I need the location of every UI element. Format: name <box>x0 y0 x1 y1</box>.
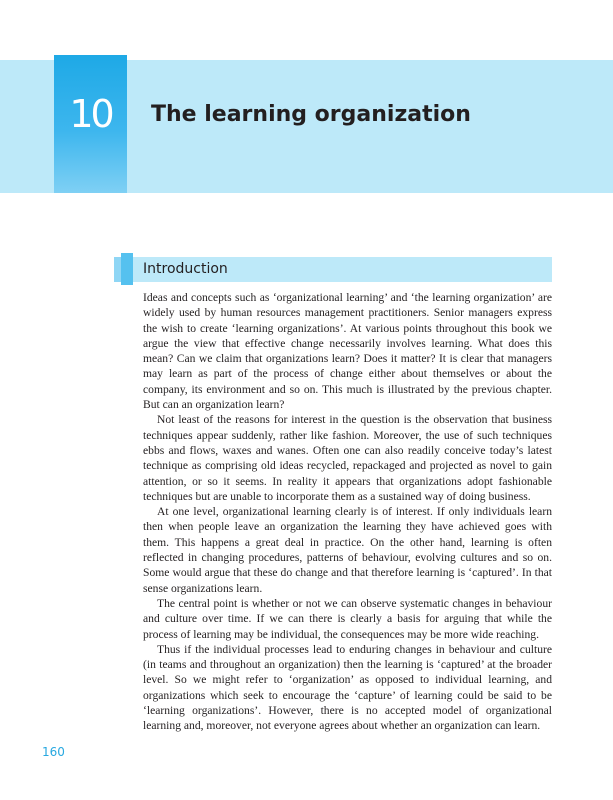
section-marker <box>121 253 133 285</box>
chapter-number: 10 <box>69 92 112 136</box>
body-text <box>143 290 552 734</box>
section-heading: Introduction <box>143 261 228 277</box>
paragraph-3: At one level, organizational learning clearly is of interest. If only individuals learn then when people leave an organization the learning they have achieved goes with them. This happens a great deal in practice. On the other hand, learning is often reflected in changing procedures, patterns of behaviour, evolving cultures and so on. Some would argue that these do change and that therefore learning is ‘captured’. In that sense organizations learn. <box>143 505 552 595</box>
page-number: 160 <box>42 745 65 759</box>
paragraph-5: Thus if the individual processes lead to enduring changes in behaviour and culture (in teams and throughout an organization) then the learning is ‘captured’ at the broader level. So we might refer to ‘organization’ as opposed to individual learning, and organizations which seek to encourage the ‘capture’ of learning could be said to be ‘learning organizations’. However, there is no accepted model of organizational learning and, moreover, not everyone agrees about whether an organization can learn. <box>143 642 552 733</box>
chapter-title: The learning organization <box>151 102 471 127</box>
section-marker-left <box>114 257 121 282</box>
paragraph-4: The central point is whether or not we can observe systematic changes in behaviour and culture over time. If we can there is clearly a basis for arguing that while the process of learning may be individual, the consequences may be more wide reaching. <box>143 596 552 641</box>
paragraph-2: Not least of the reasons for interest in the question is the observation that business techniques appear suddenly, rather like fashion. Moreover, the use of such techniques ebbs and flows, waxes and wanes. Often one can also readily conceive today’s latest technique as comprising old ideas recycled, repackaged and projected as novel to gain attention, or so it seems. In reality it appears that organizations adopt fashionable techniques but are unable to incorporate them as a sustained way of doing business. <box>143 413 552 503</box>
paragraph-1: Ideas and concepts such as ‘organizational learning’ and ‘the learning organization’ are widely used by human resources management practitioners. Senior managers express the wish to create ‘learning organizations’. At various points throughout this book we argue the view that effective change necessarily involves learning. What does this mean? Can we claim that organizations learn? Does it matter? It is clear that managers may learn as part of the process of change either about themselves or about the company, its environment and so on. This much is illustrated by the previous chapter. But can an organization learn? <box>143 291 552 412</box>
